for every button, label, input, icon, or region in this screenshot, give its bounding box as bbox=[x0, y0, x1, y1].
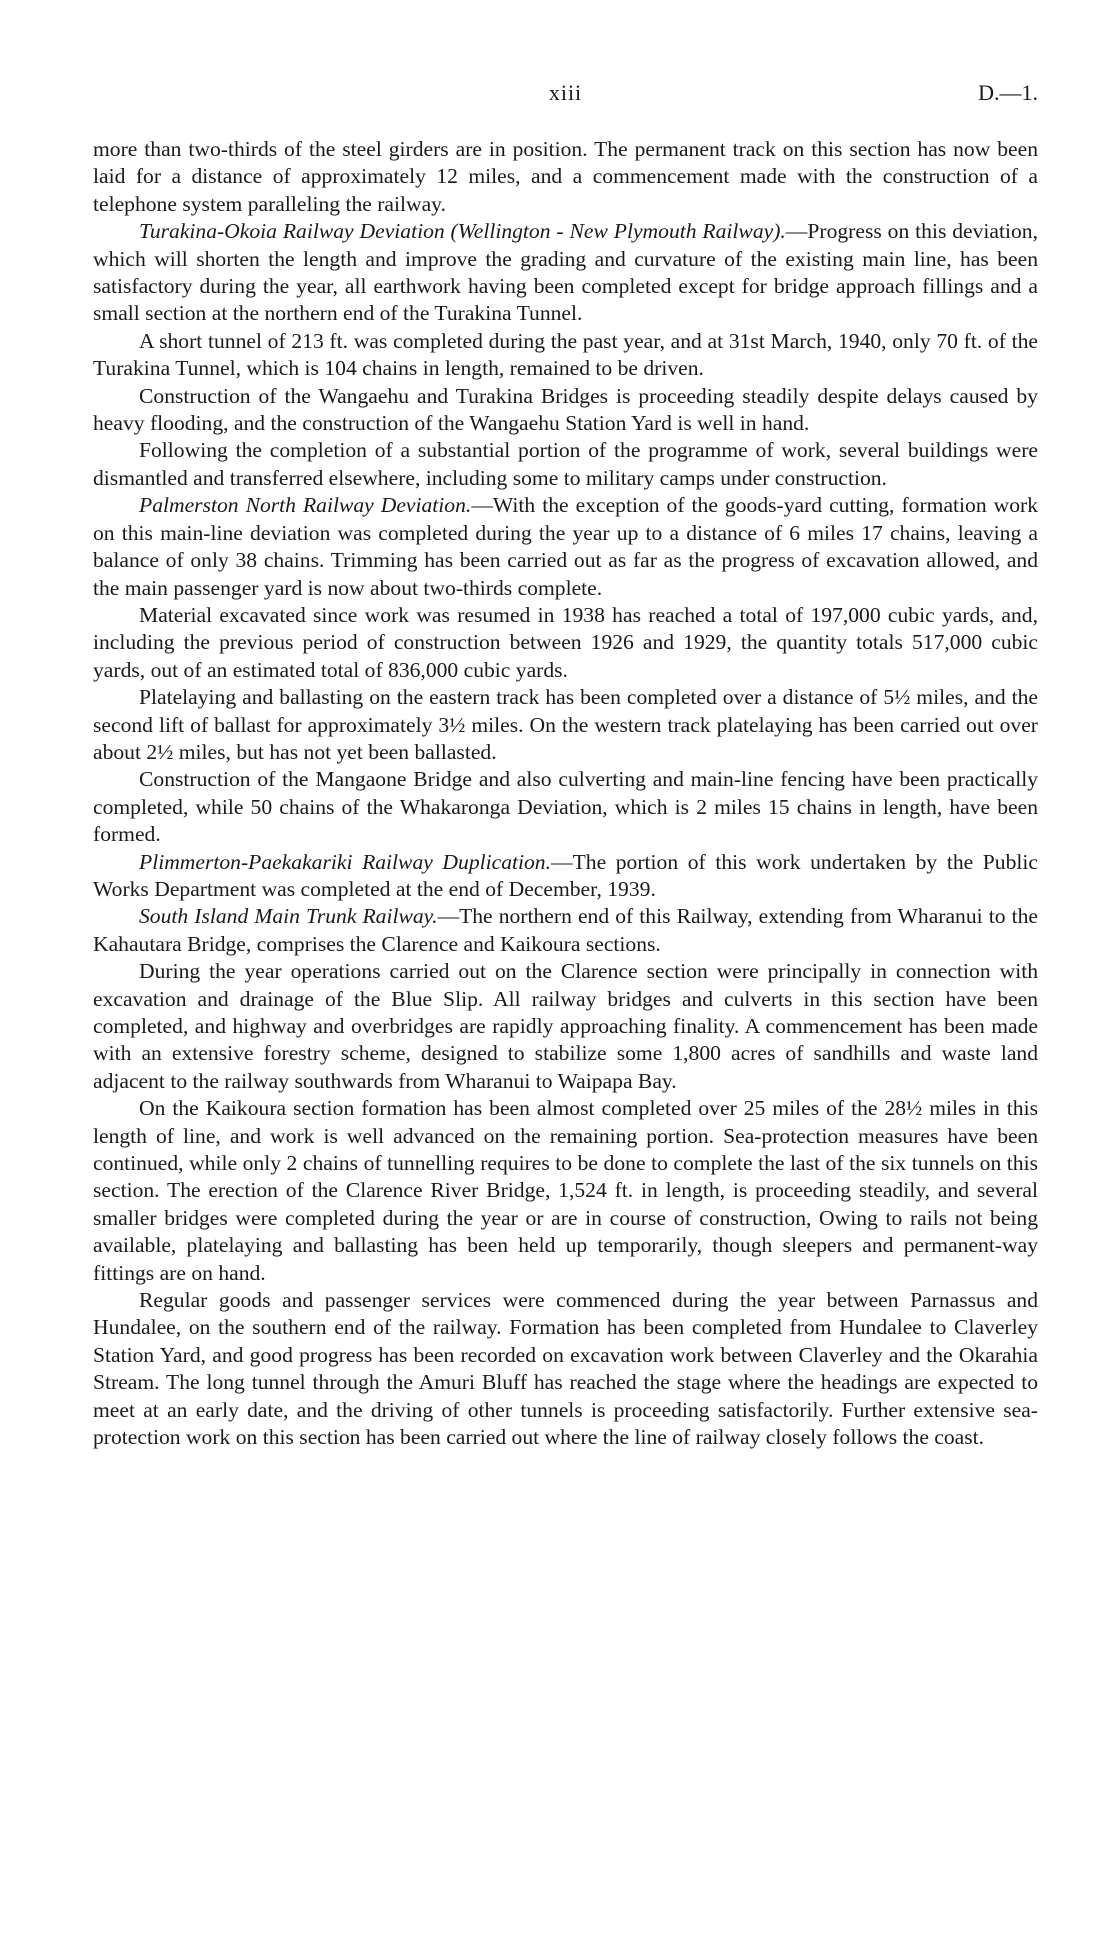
paragraph-text: During the year operations carried out on the Clarence section were principally in connection with excavation and drainage of the Blue Slip. All railway bridges and culverts in this section have been completed, and highway and overbridges are rapidly approaching finality. A commencement has been made with an extensive forestry scheme, designed to stabilize some 1,800 acres of sandhills and waste land adjacent to the railway southwards from Wharanui to Waipapa Bay. bbox=[93, 959, 1038, 1093]
paragraph bbox=[93, 218, 1038, 328]
paragraph-text: A short tunnel of 213 ft. was completed during the past year, and at 31st March, 1940, only 70 ft. of the Turakina Tunnel, which is 104 chains in length, remained to be driven. bbox=[93, 328, 1038, 381]
paragraph bbox=[93, 684, 1038, 766]
run-in-heading: South Island Main Trunk Railway. bbox=[139, 904, 438, 929]
paragraph bbox=[93, 602, 1038, 684]
page-number: xiii bbox=[548, 80, 583, 105]
run-in-heading: Turakina-Okoia Railway Deviation (Wellington - New Plymouth Railway). bbox=[139, 219, 786, 244]
paragraph-text: Regular goods and passenger services were commenced during the year between Parnassus and Hundalee, on the southern end of the railway. Formation has been completed from Hundalee to Claverley Station Yard, and good progress has been recorded on excavation work between Claverley and the Okarahia Stream. The long tunnel through the Amuri Bluff has reached the stage where the headings are expected to meet at an early date, and the driving of other tunnels is proceeding satisfactorily. Further extensive sea-protection work on this section has been carried out where the line of railway closely follows the coast. bbox=[93, 1288, 1038, 1450]
paragraph-text: On the Kaikoura section formation has been almost completed over 25 miles of the 28½ miles in this length of line, and work is well advanced on the remaining portion. Sea-protection measures have been continued, while only 2 chains of tunnelling requires to be done to complete the last of the six tunnels on this section. The erection of the Clarence River Bridge, 1,524 ft. in length, is proceeding steadily, and several smaller bridges were completed during the year or are in course of construction, Owing to rails not being available, platelaying and ballasting has been held up temporarily, though sleepers and permanent-way fittings are on hand. bbox=[93, 1096, 1038, 1285]
paragraph-text: Construction of the Mangaone Bridge and also culverting and main-line fencing have been practically completed, while 50 chains of the Whakaronga Deviation, which is 2 miles 15 chains in length, have been formed. bbox=[93, 767, 1038, 847]
document-reference: D.—1. bbox=[978, 80, 1038, 105]
paragraph bbox=[93, 903, 1038, 958]
paragraph-text: Following the completion of a substantial portion of the programme of work, several buildings were dismantled and transferred elsewhere, including some to military camps under construction. bbox=[93, 438, 1038, 490]
paragraph bbox=[93, 849, 1038, 904]
paragraph-text: —Progress on this deviation, which will shorten the length and improve the grading and curvature of the existing main line, has been satisfactory during the year, all earthwork having been completed except for bridge approach fillings and a small section at the northern end of the Turakina Tunnel. bbox=[93, 219, 1038, 326]
page-header bbox=[93, 80, 1038, 110]
paragraph bbox=[93, 958, 1038, 1095]
paragraph-text: more than two-thirds of the steel girders are in position. The permanent track on this section has now been laid for a distance of approximately 12 miles, and a commencement made with the construction of a telephone system paralleling the railway. bbox=[93, 137, 1038, 216]
body-text bbox=[93, 136, 1038, 1452]
paragraph-text: Material excavated since work was resumed in 1938 has reached a total of 197,000 cubic yards, and, including the previous period of construction between 1926 and 1929, the quantity totals 517,000 cubic yards, out of an estimated total of 836,000 cubic yards. bbox=[93, 602, 1038, 682]
paragraph bbox=[93, 766, 1038, 848]
paragraph bbox=[93, 437, 1038, 492]
paragraph bbox=[93, 136, 1038, 218]
run-in-heading: Plimmerton-Paekakariki Railway Duplication. bbox=[139, 849, 551, 874]
paragraph bbox=[93, 328, 1038, 383]
paragraph bbox=[93, 1095, 1038, 1287]
paragraph bbox=[93, 1287, 1038, 1451]
paragraph bbox=[93, 383, 1038, 438]
paragraph-text: Platelaying and ballasting on the eastern track has been completed over a distance of 5½ miles, and the second lift of ballast for approximately 3½ miles. On the western track platelaying has been carried out over about 2½ miles, but has not yet been ballasted. bbox=[93, 685, 1038, 764]
paragraph-text: —The portion of this work undertaken by the Public Works Department was completed at the end of December, 1939. bbox=[93, 849, 1038, 901]
paragraph-text: Construction of the Wangaehu and Turakina Bridges is proceeding steadily despite delays caused by heavy flooding, and the construction of the Wangaehu Station Yard is well in hand. bbox=[93, 383, 1038, 436]
paragraph-text: —With the exception of the goods-yard cutting, formation work on this main-line deviation was completed during the year up to a distance of 6 miles 17 chains, leaving a balance of only 38 chains. Trimming has been carried out as far as the progress of excavation allowed, and the main passenger yard is now about two-thirds complete. bbox=[93, 493, 1038, 600]
run-in-heading: Palmerston North Railway Deviation. bbox=[139, 493, 472, 518]
paragraph bbox=[93, 492, 1038, 602]
paragraph-text: —The northern end of this Railway, extending from Wharanui to the Kahautara Bridge, comprises the Clarence and Kaikoura sections. bbox=[93, 904, 1038, 956]
